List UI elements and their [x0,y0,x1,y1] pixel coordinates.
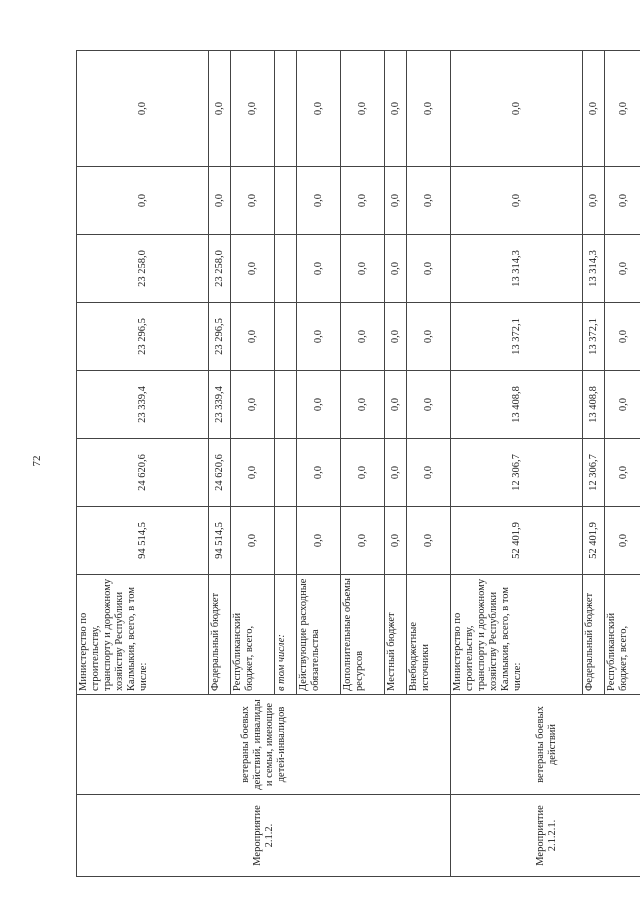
amount-cell: 94 514,5 [209,507,231,575]
amount-cell: 0,0 [231,303,275,371]
funding-source-cell: Внебюджетные источники [407,575,451,695]
amount-cell: 13 314,3 [583,235,605,303]
amount-cell: 0,0 [209,51,231,167]
amount-cell: 94 514,5 [77,507,209,575]
amount-cell: 0,0 [341,439,385,507]
amount-cell: 52 401,9 [583,507,605,575]
amount-cell: 0,0 [341,371,385,439]
amount-cell: 23 296,5 [209,303,231,371]
funding-source-cell: Федеральный бюджет [209,575,231,695]
amount-cell: 0,0 [407,235,451,303]
amount-cell: 0,0 [605,371,640,439]
amount-cell: 0,0 [451,51,583,167]
funding-source-cell: Министерство по строительству, транспорту и дорожному хозяйству Республики Калмыкия, всего, в том числе: [77,575,209,695]
amount-cell: 0,0 [605,303,640,371]
amount-cell [275,371,297,439]
amount-cell: 0,0 [385,51,407,167]
amount-cell: 0,0 [407,51,451,167]
amount-cell: 0,0 [231,439,275,507]
funding-source-cell: Республиканский бюджет, всего, [231,575,275,695]
page-number: 72 [31,455,43,467]
amount-cell: 0,0 [605,235,640,303]
amount-cell: 0,0 [605,51,640,167]
amount-cell: 13 314,3 [451,235,583,303]
amount-cell: 0,0 [341,51,385,167]
amount-cell: 0,0 [231,167,275,235]
amount-cell: 0,0 [77,51,209,167]
amount-cell: 13 408,8 [451,371,583,439]
amount-cell: 0,0 [231,371,275,439]
amount-cell: 23 339,4 [77,371,209,439]
amount-cell: 0,0 [605,439,640,507]
amount-cell: 12 306,7 [583,439,605,507]
amount-cell: 0,0 [341,303,385,371]
amount-cell: 0,0 [77,167,209,235]
amount-cell: 0,0 [231,235,275,303]
amount-cell: 23 258,0 [209,235,231,303]
amount-cell: 0,0 [451,167,583,235]
amount-cell: 0,0 [209,167,231,235]
amount-cell: 0,0 [297,167,341,235]
amount-cell: 0,0 [231,507,275,575]
amount-cell: 12 306,7 [451,439,583,507]
amount-cell: 0,0 [385,439,407,507]
amount-cell: 13 372,1 [583,303,605,371]
amount-cell: 0,0 [385,235,407,303]
amount-cell: 0,0 [297,303,341,371]
amount-cell: 0,0 [297,507,341,575]
amount-cell [275,303,297,371]
amount-cell: 0,0 [385,303,407,371]
table-row [451,51,583,877]
amount-cell: 0,0 [583,51,605,167]
amount-cell: 23 258,0 [77,235,209,303]
funding-source-cell: Республиканский бюджет, всего, [605,575,640,695]
amount-cell: 0,0 [407,371,451,439]
amount-cell: 23 339,4 [209,371,231,439]
amount-cell: 24 620,6 [77,439,209,507]
funding-source-cell: Министерство по строительству, транспорту и дорожному хозяйству Республики Калмыкия, всего, в том числе: [451,575,583,695]
amount-cell: 0,0 [407,439,451,507]
amount-cell: 23 296,5 [77,303,209,371]
amount-cell: 0,0 [407,507,451,575]
amount-cell: 0,0 [341,235,385,303]
amount-cell: 24 620,6 [209,439,231,507]
funding-source-cell: в том числе: [275,575,297,695]
amount-cell: 0,0 [341,507,385,575]
funding-source-cell: Дополнительные объемы ресурсов [341,575,385,695]
amount-cell: 0,0 [385,371,407,439]
budget-table [76,50,640,877]
amount-cell: 0,0 [583,167,605,235]
amount-cell: 13 372,1 [451,303,583,371]
target-group-cell: ветераны боевых действий [451,695,640,795]
amount-cell: 0,0 [297,371,341,439]
amount-cell: 0,0 [231,51,275,167]
amount-cell: 0,0 [407,303,451,371]
amount-cell: 0,0 [385,507,407,575]
table-row [77,51,209,877]
amount-cell: 0,0 [297,439,341,507]
amount-cell: 0,0 [605,507,640,575]
amount-cell: 0,0 [297,235,341,303]
measure-cell: Мероприятие 2.1.2.1. [451,795,640,877]
amount-cell [275,235,297,303]
amount-cell: 52 401,9 [451,507,583,575]
amount-cell [275,439,297,507]
funding-source-cell: Федеральный бюджет [583,575,605,695]
amount-cell [275,507,297,575]
amount-cell: 0,0 [341,167,385,235]
amount-cell [275,167,297,235]
funding-source-cell: Действующие расходные обязательства [297,575,341,695]
measure-cell: Мероприятие 2.1.2. [77,795,451,877]
funding-source-cell: Местный бюджет [385,575,407,695]
amount-cell: 0,0 [605,167,640,235]
amount-cell: 0,0 [297,51,341,167]
budget-table-body [77,51,640,877]
rotated-budget-table-sheet [76,51,629,877]
amount-cell: 0,0 [407,167,451,235]
amount-cell [275,51,297,167]
amount-cell: 13 408,8 [583,371,605,439]
target-group-cell: ветераны боевых действий, инвалиды и семьи, имеющие детей-инвалидов [77,695,451,795]
amount-cell: 0,0 [385,167,407,235]
